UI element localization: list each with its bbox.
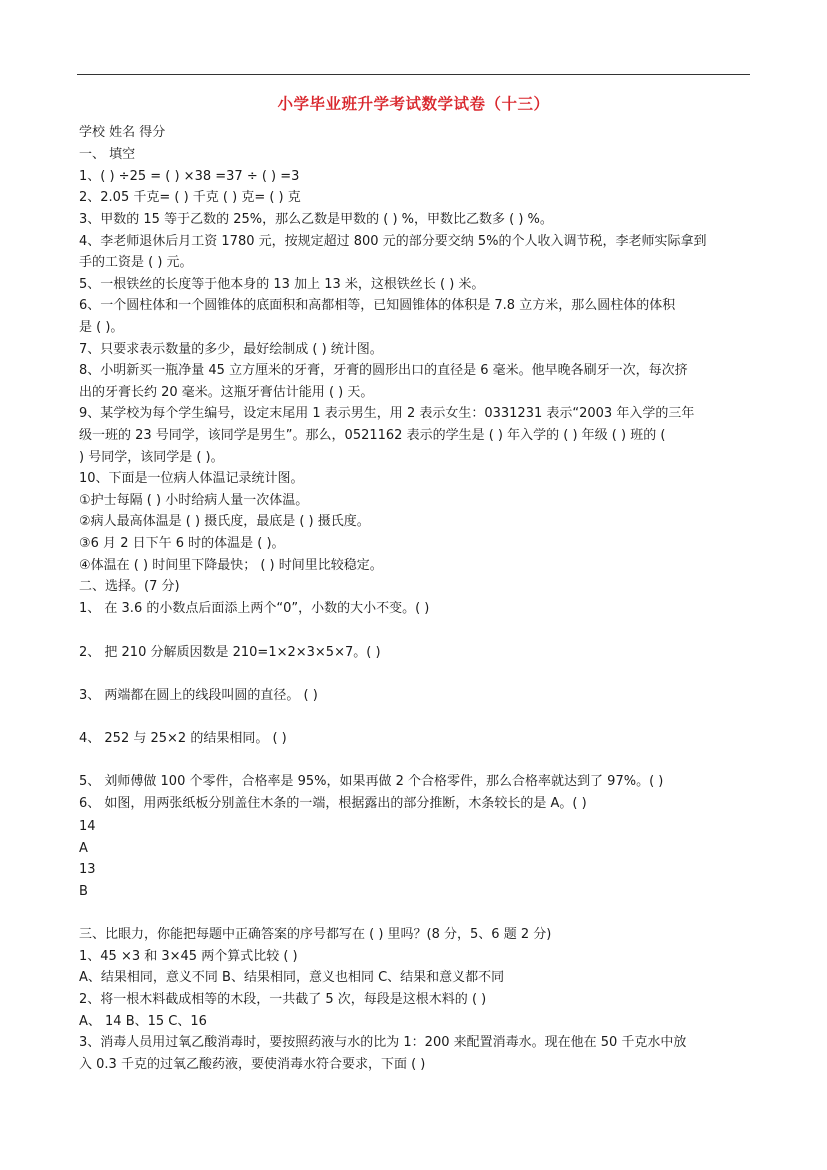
question-line: ②病人最高体温是 ( ) 摄氏度，最底是 ( ) 摄氏度。 — [79, 514, 370, 529]
question-line: 级一班的 23 号同学，该同学是男生”。那么，0521162 表示的学生是 ( ) 年入学的 ( ) 年级 ( ) 班的 ( — [79, 428, 666, 443]
answer-options: A、结果相同，意义不同 B、结果相同，意义也相同 C、结果和意义都不同 — [79, 970, 505, 985]
question-line: 1、( ) ÷25 = ( ) ×38 =37 ÷ ( ) =3 — [79, 169, 300, 184]
figure-label: 14 — [79, 819, 96, 834]
question-line: 2、 把 210 分解质因数是 210=1×2×3×5×7。( ) — [79, 645, 381, 660]
question-line: 4、 252 与 25×2 的结果相同。 ( ) — [79, 731, 287, 746]
student-info-line: 学校 姓名 得分 — [79, 125, 166, 140]
question-line: ①护士每隔 ( ) 小时给病人量一次体温。 — [79, 493, 309, 508]
question-line: 3、消毒人员用过氧乙酸消毒时，要按照药液与水的比为 1：200 来配置消毒水。现在他在 50 千克水中放 — [79, 1035, 687, 1050]
question-line: 5、 刘师傅做 100 个零件，合格率是 95%，如果再做 2 个合格零件，那么合格率就达到了 97%。( ) — [79, 774, 664, 789]
figure-label: 13 — [79, 862, 96, 877]
question-line: 6、一个圆柱体和一个圆锥体的底面积和高都相等，已知圆锥体的体积是 7.8 立方米，那么圆柱体的体积 — [79, 298, 676, 313]
question-line: 7、只要求表示数量的多少，最好绘制成 ( ) 统计图。 — [79, 342, 383, 357]
section-2-heading: 二、选择。(7 分) — [79, 579, 180, 594]
figure-label: A — [79, 841, 88, 856]
question-line: ) 号同学，该同学是 ( )。 — [79, 450, 224, 465]
question-line: 入 0.3 千克的过氧乙酸药液，要使消毒水符合要求，下面 ( ) — [79, 1057, 426, 1072]
question-line: 5、一根铁丝的长度等于他本身的 13 加上 13 米，这根铁丝长 ( ) 米。 — [79, 277, 485, 292]
question-line: 10、下面是一位病人体温记录统计图。 — [79, 471, 304, 486]
section-3-heading: 三、比眼力，你能把每题中正确答案的序号都写在 ( ) 里吗？(8 分，5、6 题 2 分) — [79, 927, 552, 942]
header-rule — [77, 74, 750, 75]
question-line: 2、2.05 千克= ( ) 千克 ( ) 克= ( ) 克 — [79, 190, 301, 205]
question-line: 1、45 ×3 和 3×45 两个算式比较 ( ) — [79, 949, 298, 964]
question-line: 3、 两端都在圆上的线段叫圆的直径。 ( ) — [79, 688, 318, 703]
question-line: 8、小明新买一瓶净量 45 立方厘米的牙膏，牙膏的圆形出口的直径是 6 毫米。他早晚各刷牙一次，每次挤 — [79, 363, 688, 378]
question-line: 手的工资是 ( ) 元。 — [79, 255, 193, 270]
section-1-heading: 一、 填空 — [79, 147, 136, 162]
question-line: 出的牙膏长约 20 毫米。这瓶牙膏估计能用 ( ) 天。 — [79, 385, 374, 400]
question-line: 9、某学校为每个学生编号，设定末尾用 1 表示男生，用 2 表示女生：0331231 表示“2003 年入学的三年 — [79, 406, 695, 421]
figure-label: B — [79, 884, 88, 899]
answer-options: A、 14 B、15 C、16 — [79, 1014, 207, 1029]
question-line: 1、 在 3.6 的小数点后面添上两个“0”，小数的大小不变。( ) — [79, 601, 430, 616]
question-line: ③6 月 2 日下午 6 时的体温是 ( )。 — [79, 536, 285, 551]
page-title: 小学毕业班升学考试数学试卷（十三） — [277, 95, 550, 113]
question-line: 是 ( )。 — [79, 320, 124, 335]
question-line: 2、将一根木料截成相等的木段，一共截了 5 次，每段是这根木料的 ( ) — [79, 992, 487, 1007]
question-line: 4、李老师退休后月工资 1780 元，按规定超过 800 元的部分要交纳 5%的个人收入调节税，李老师实际拿到 — [79, 234, 707, 249]
question-line: 3、甲数的 15 等于乙数的 25%，那么乙数是甲数的 ( ) %，甲数比乙数多 ( ) %。 — [79, 212, 553, 227]
question-line: 6、 如图，用两张纸板分别盖住木条的一端，根据露出的部分推断，木条较长的是 A。( ) — [79, 796, 587, 811]
question-line: ④体温在 ( ) 时间里下降最快； ( ) 时间里比较稳定。 — [79, 558, 383, 573]
